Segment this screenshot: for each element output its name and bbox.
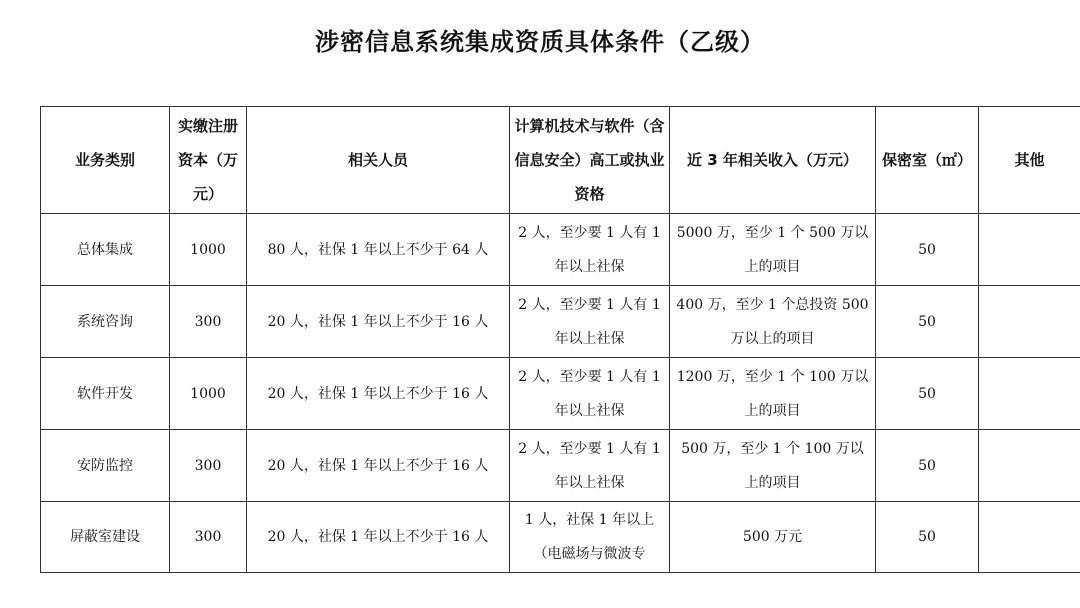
row-personnel: 20 人，社保 1 年以上不少于 16 人	[247, 286, 510, 358]
row-senior: 2 人，至少要 1 人有 1 年以上社保	[510, 214, 670, 286]
row-capital: 1000	[170, 358, 247, 430]
header-category: 业务类别	[41, 107, 170, 214]
row-income: 5000 万，至少 1 个 500 万以上的项目	[670, 214, 876, 286]
page-title: 涉密信息系统集成资质具体条件（乙级）	[315, 28, 765, 56]
row-category: 总体集成	[41, 214, 170, 286]
table-row	[41, 286, 1080, 358]
row-income: 1200 万，至少 1 个 100 万以上的项目	[670, 358, 876, 430]
row-income: 500 万元	[670, 502, 876, 573]
row-other	[979, 286, 1080, 358]
row-capital: 1000	[170, 214, 247, 286]
row-capital: 300	[170, 286, 247, 358]
row-room: 50	[876, 214, 979, 286]
row-room: 50	[876, 502, 979, 573]
table-row	[41, 214, 1080, 286]
qualification-table	[40, 106, 1080, 573]
header-capital: 实缴注册资本（万元）	[170, 107, 247, 214]
row-other	[979, 358, 1080, 430]
row-category: 系统咨询	[41, 286, 170, 358]
row-personnel: 20 人，社保 1 年以上不少于 16 人	[247, 430, 510, 502]
row-other	[979, 430, 1080, 502]
row-other	[979, 502, 1080, 573]
row-category: 软件开发	[41, 358, 170, 430]
row-category: 安防监控	[41, 430, 170, 502]
row-room: 50	[876, 430, 979, 502]
row-personnel: 20 人，社保 1 年以上不少于 16 人	[247, 358, 510, 430]
header-income: 近 3 年相关收入（万元）	[670, 107, 876, 214]
table-row	[41, 502, 1080, 573]
row-senior: 2 人，至少要 1 人有 1 年以上社保	[510, 358, 670, 430]
header-personnel: 相关人员	[247, 107, 510, 214]
row-capital: 300	[170, 502, 247, 573]
row-senior: 2 人，至少要 1 人有 1 年以上社保	[510, 430, 670, 502]
header-other: 其他	[979, 107, 1080, 214]
row-category: 屏蔽室建设	[41, 502, 170, 573]
row-income: 500 万，至少 1 个 100 万以上的项目	[670, 430, 876, 502]
header-senior: 计算机技术与软件（含信息安全）高工或执业资格	[510, 107, 670, 214]
row-room: 50	[876, 358, 979, 430]
row-other	[979, 214, 1080, 286]
row-capital: 300	[170, 430, 247, 502]
row-personnel: 20 人，社保 1 年以上不少于 16 人	[247, 502, 510, 573]
row-personnel: 80 人，社保 1 年以上不少于 64 人	[247, 214, 510, 286]
row-senior: 2 人，至少要 1 人有 1 年以上社保	[510, 286, 670, 358]
row-income: 400 万，至少 1 个总投资 500 万以上的项目	[670, 286, 876, 358]
header-room: 保密室（㎡）	[876, 107, 979, 214]
table-row	[41, 358, 1080, 430]
row-senior: 1 人，社保 1 年以上（电磁场与微波专	[510, 502, 670, 573]
table-row	[41, 430, 1080, 502]
row-room: 50	[876, 286, 979, 358]
header-row	[41, 107, 1080, 214]
